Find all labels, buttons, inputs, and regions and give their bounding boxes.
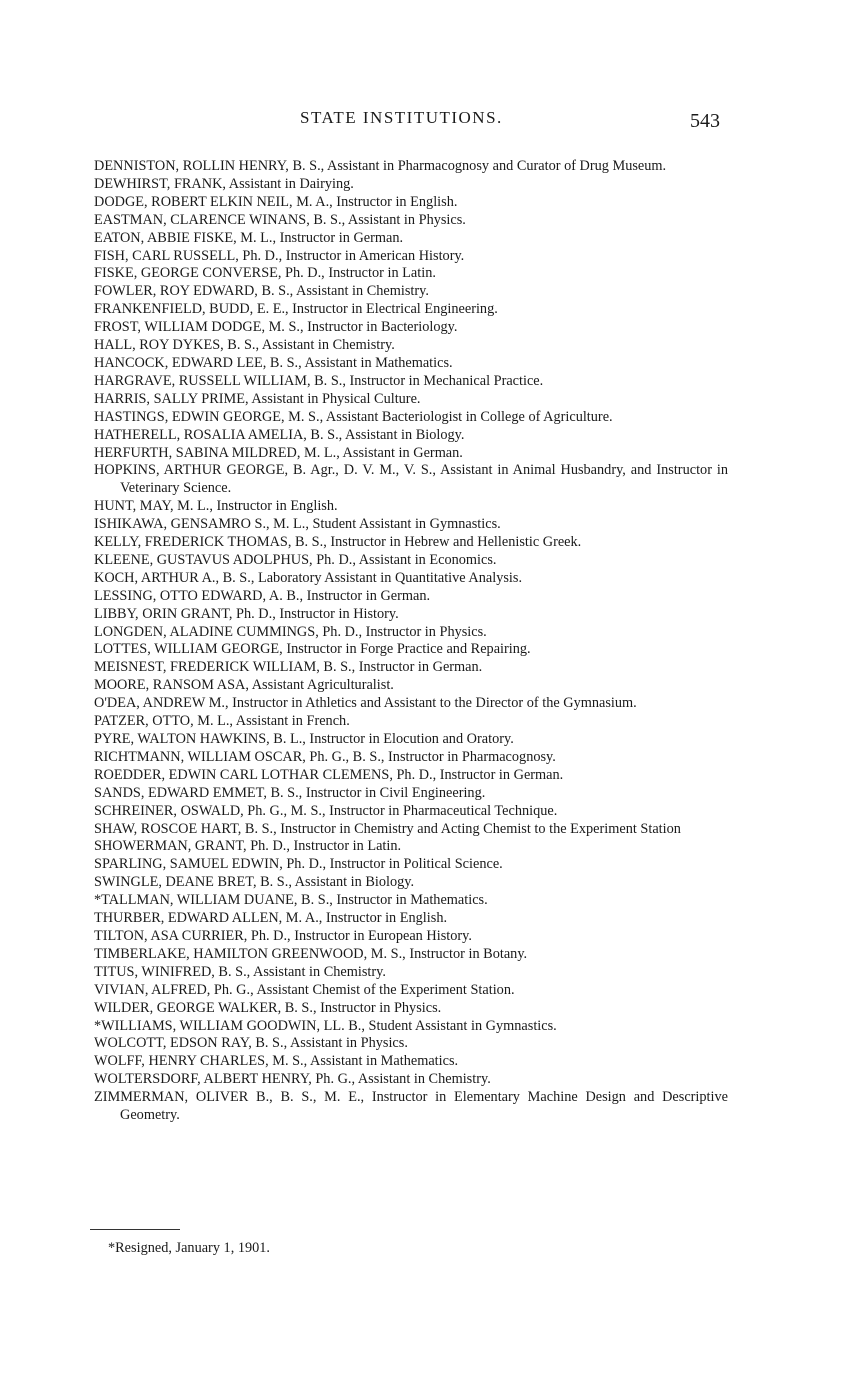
staff-entry: WOLCOTT, EDSON RAY, B. S., Assistant in Physics.: [94, 1035, 408, 1052]
staff-entry: LESSING, OTTO EDWARD, A. B., Instructor in German.: [94, 587, 431, 604]
staff-entry: PYRE, WALTON HAWKINS, B. L., Instructor in Elocution and Oratory.: [94, 731, 514, 747]
staff-entry: HOPKINS, ARTHUR GEORGE, B. Agr., D. V. M., V. S., Assistant in Animal Husbandry, and Instructor in Veterinary Science.: [94, 462, 728, 497]
staff-entry: FRANKENFIELD, BUDD, E. E., Instructor in Electrical Engineering.: [94, 301, 498, 318]
staff-entry: TITUS, WINIFRED, B. S., Assistant in Chemistry.: [94, 963, 386, 980]
staff-entry: ISHIKAWA, GENSAMRO S., M. L., Student Assistant in Gymnastics.: [94, 516, 501, 533]
staff-entry: HASTINGS, EDWIN GEORGE, M. S., Assistant Bacteriologist in College of Agriculture.: [94, 408, 613, 425]
staff-entry: WILDER, GEORGE WALKER, B. S., Instructor in Physics.: [94, 999, 442, 1016]
page-number: 543: [690, 110, 720, 132]
staff-entry: LIBBY, ORIN GRANT, Ph. D., Instructor in History.: [94, 605, 399, 622]
staff-entry: SANDS, EDWARD EMMET, B. S., Instructor in Civil Engineering.: [94, 784, 486, 801]
staff-entry: THURBER, EDWARD ALLEN, M. A., Instructor in English.: [94, 910, 448, 927]
staff-entry: FOWLER, ROY EDWARD, B. S., Assistant in Chemistry.: [94, 283, 429, 300]
staff-entry: SHOWERMAN, GRANT, Ph. D., Instructor in Latin.: [94, 838, 402, 855]
staff-entry: ROEDDER, EDWIN CARL LOTHAR CLEMENS, Ph. D., Instructor in German.: [94, 766, 564, 783]
staff-entry: DODGE, ROBERT ELKIN NEIL, M. A., Instructor in English.: [94, 193, 458, 210]
staff-entry: HUNT, MAY, M. L., Instructor in English.: [94, 498, 338, 515]
staff-entry: HERFURTH, SABINA MILDRED, M. L., Assistant in German.: [94, 444, 463, 461]
staff-entry: O'DEA, ANDREW M., Instructor in Athletics and Assistant to the Director of the Gymnasium.: [94, 695, 637, 712]
staff-entry: WOLTERSDORF, ALBERT HENRY, Ph. G., Assistant in Chemistry.: [94, 1071, 491, 1088]
footnote: *Resigned, January 1, 1901.: [108, 1240, 271, 1256]
staff-entry: KOCH, ARTHUR A., B. S., Laboratory Assistant in Quantitative Analysis.: [94, 569, 523, 586]
staff-entry: SCHREINER, OSWALD, Ph. G., M. S., Instructor in Pharmaceutical Technique.: [94, 802, 558, 819]
staff-entry: HARGRAVE, RUSSELL WILLIAM, B. S., Instructor in Mechanical Practice.: [94, 372, 544, 389]
staff-entry: LOTTES, WILLIAM GEORGE, Instructor in Forge Practice and Repairing.: [94, 641, 531, 658]
staff-entry: FISKE, GEORGE CONVERSE, Ph. D., Instructor in Latin.: [94, 265, 436, 282]
staff-entry: RICHTMANN, WILLIAM OSCAR, Ph. G., B. S., Instructor in Pharmacognosy.: [94, 748, 556, 765]
staff-entry: EASTMAN, CLARENCE WINANS, B. S., Assistant in Physics.: [94, 211, 466, 228]
staff-entry: SHAW, ROSCOE HART, B. S., Instructor in Chemistry and Acting Chemist to the Experiment Station: [94, 820, 681, 837]
staff-entry: TILTON, ASA CURRIER, Ph. D., Instructor in European History.: [94, 927, 472, 944]
staff-entry: *TALLMAN, WILLIAM DUANE, B. S., Instructor in Mathematics.: [94, 892, 488, 909]
staff-entry: DENNISTON, ROLLIN HENRY, B. S., Assistant in Pharmacognosy and Curator of Drug Museum.: [94, 158, 667, 174]
staff-entry: SWINGLE, DEANE BRET, B. S., Assistant in Biology.: [94, 874, 415, 891]
staff-entry: WOLFF, HENRY CHARLES, M. S., Assistant in Mathematics.: [94, 1053, 459, 1070]
staff-entry: MOORE, RANSOM ASA, Assistant Agriculturalist.: [94, 677, 394, 694]
staff-entry: LONGDEN, ALADINE CUMMINGS, Ph. D., Instructor in Physics.: [94, 623, 487, 640]
staff-entry: HARRIS, SALLY PRIME, Assistant in Physical Culture.: [94, 390, 421, 407]
staff-entry: TIMBERLAKE, HAMILTON GREENWOOD, M. S., Instructor in Botany.: [94, 945, 528, 962]
staff-entry: HANCOCK, EDWARD LEE, B. S., Assistant in Mathematics.: [94, 354, 453, 371]
staff-entry: KELLY, FREDERICK THOMAS, B. S., Instructor in Hebrew and Hellenistic Greek.: [94, 534, 582, 551]
staff-entry: DEWHIRST, FRANK, Assistant in Dairying.: [94, 175, 354, 192]
staff-entry: FISH, CARL RUSSELL, Ph. D., Instructor in American History.: [94, 247, 465, 264]
staff-entry: HATHERELL, ROSALIA AMELIA, B. S., Assistant in Biology.: [94, 426, 465, 443]
staff-entry: VIVIAN, ALFRED, Ph. G., Assistant Chemist of the Experiment Station.: [94, 981, 515, 998]
staff-entry: SPARLING, SAMUEL EDWIN, Ph. D., Instructor in Political Science.: [94, 856, 503, 873]
staff-entry: MEISNEST, FREDERICK WILLIAM, B. S., Instructor in German.: [94, 659, 483, 676]
running-head: [0, 108, 859, 132]
staff-list: [94, 158, 728, 1125]
staff-entry: *WILLIAMS, WILLIAM GOODWIN, LL. B., Student Assistant in Gymnastics.: [94, 1017, 557, 1034]
staff-entry: EATON, ABBIE FISKE, M. L., Instructor in German.: [94, 229, 404, 246]
footnote-rule: [90, 1229, 180, 1230]
running-title: STATE INSTITUTIONS.: [300, 108, 503, 127]
staff-entry: FROST, WILLIAM DODGE, M. S., Instructor in Bacteriology.: [94, 319, 458, 336]
staff-entry: PATZER, OTTO, M. L., Assistant in French.: [94, 713, 350, 730]
staff-entry: ZIMMERMAN, OLIVER B., B. S., M. E., Instructor in Elementary Machine Design and Descriptive Geometry.: [94, 1089, 728, 1124]
staff-entry: HALL, ROY DYKES, B. S., Assistant in Chemistry.: [94, 337, 395, 354]
staff-entry: KLEENE, GUSTAVUS ADOLPHUS, Ph. D., Assistant in Economics.: [94, 551, 497, 568]
